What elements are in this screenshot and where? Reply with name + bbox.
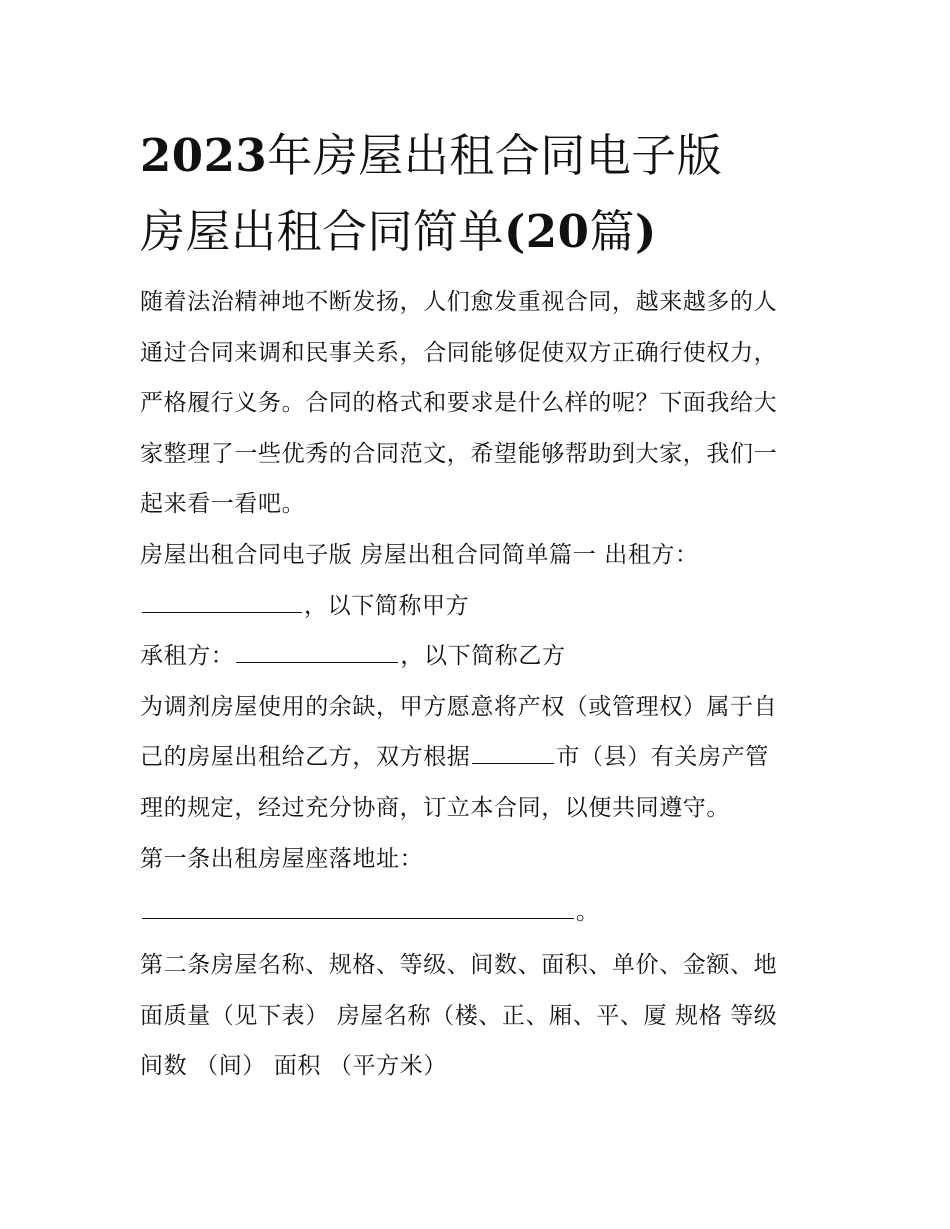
address-line [140, 884, 820, 940]
lessee-label: 承租方： [140, 643, 235, 670]
address-blank [142, 896, 574, 919]
section-heading: 房屋出租合同电子版 房屋出租合同简单篇一 出租方： [140, 541, 699, 568]
intro-line: 通过合同来调和民事关系，合同能够促使双方正确行使权力， [140, 339, 778, 366]
document-body [140, 277, 820, 1092]
lessee-suffix: ，以下简称乙方 [400, 643, 566, 670]
title-year: 2023 [140, 129, 268, 182]
lessee-name-blank [236, 640, 398, 663]
preamble-line-2-post: 市（县）有关房产管 [556, 744, 769, 771]
intro-line: 家整理了一些优秀的合同范文，希望能够帮助到大家，我们一 [140, 440, 778, 467]
document-title [140, 118, 820, 270]
lessor-line [140, 581, 820, 632]
intro-line: 严格履行义务。合同的格式和要求是什么样的呢？下面我给大 [140, 390, 778, 417]
intro-line: 起来看一看吧。 [140, 491, 306, 518]
preamble-line [140, 732, 820, 783]
address-end-mark: 。 [576, 899, 600, 926]
lessor-suffix: ，以下简称甲方 [304, 592, 470, 619]
intro-line: 随着法治精神地不断发扬，人们愈发重视合同，越来越多的人 [140, 289, 778, 315]
title-line-1-text: 年房屋出租合同电子版 [267, 129, 723, 182]
title-line-2-text: 房屋出租合同简单 [140, 205, 505, 258]
city-blank [472, 741, 554, 764]
article-2-line: 间数 （间） 面积 （平方米） [140, 1053, 447, 1080]
lessor-name-blank [142, 590, 302, 613]
article-1 [140, 834, 820, 941]
lessor-paragraph [140, 530, 820, 631]
title-count-close: ) [634, 205, 657, 258]
title-count-word: 篇 [589, 205, 635, 258]
preamble-line: 理的规定，经过充分协商，订立本合同，以便共同遵守。 [140, 794, 730, 821]
title-line-1 [140, 118, 820, 194]
lessee-paragraph [140, 631, 820, 682]
lessee-line [140, 631, 820, 682]
title-count-open: (20 [504, 205, 590, 258]
intro-paragraph [140, 277, 820, 530]
title-line-2 [140, 194, 820, 270]
article-2-line: 第二条房屋名称、规格、等级、间数、面积、单价、金额、地 [140, 952, 778, 979]
article-2-line: 面质量（见下表） 房屋名称（楼、正、厢、平、厦 规格 等级 [140, 1002, 778, 1029]
preamble-line-2-pre: 己的房屋出租给乙方，双方根据 [140, 744, 471, 771]
preamble-line: 为调剂房屋使用的余缺，甲方愿意将产权（或管理权）属于自 [140, 693, 778, 720]
article-2 [140, 940, 820, 1092]
preamble-paragraph [140, 682, 820, 834]
article-1-label: 第一条出租房屋座落地址： [140, 845, 424, 872]
